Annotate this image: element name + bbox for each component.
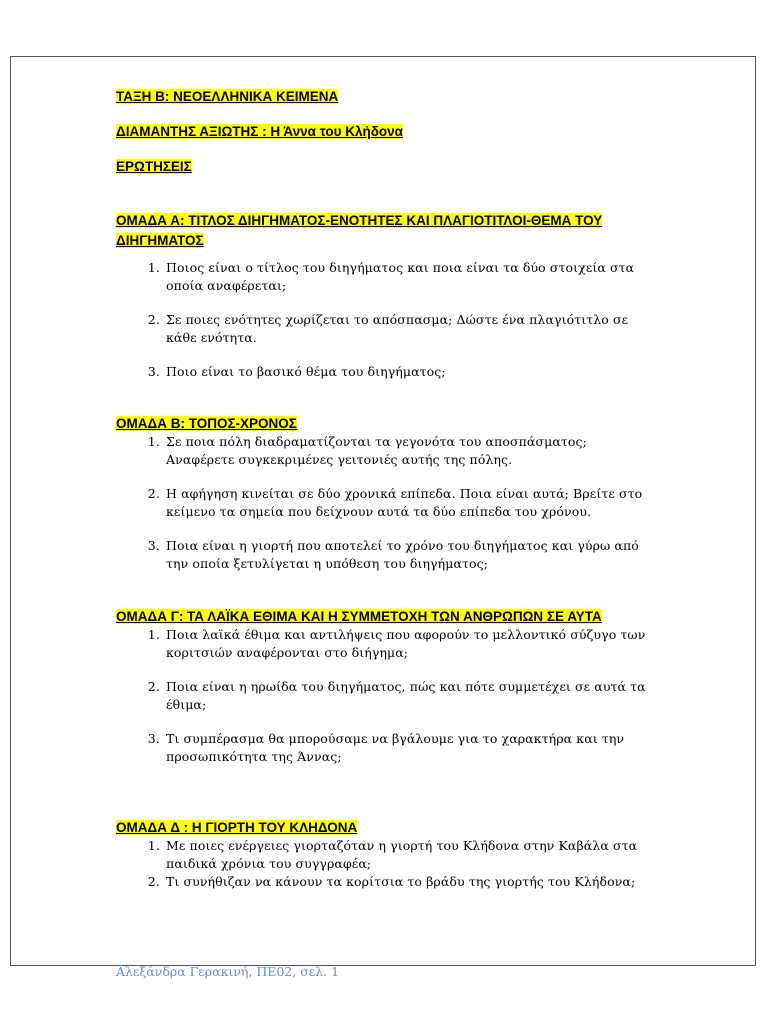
list-item: 1. Ποιος είναι ο τίτλος του διηγήματος και ποια είναι τα δύο στοιχεία στα οποία αναφέρεται; <box>164 259 656 295</box>
list-item: 1. Σε ποια πόλη διαδραματίζονται τα γεγονότα του αποσπάσματος; Αναφέρετε συγκεκριμένες γειτονιές αυτής της πόλης. <box>164 433 656 469</box>
list-item: 3. Ποια είναι η γιορτή που αποτελεί το χρόνο του διηγήματος και γύρω από την οποία ξετυλίγεται η υπόθεση του διηγήματος; <box>164 537 656 573</box>
list-item: 2. Σε ποιες ενότητες χωρίζεται το απόσπασμα; Δώστε ένα πλαγιότιτλο σε κάθε ενότητα. <box>164 311 656 347</box>
group-d-heading: ΟΜΑΔΑ Δ : Η ΓΙΟΡΤΗ ΤΟΥ ΚΛΗΔΟΝΑ <box>116 820 358 835</box>
list-item: 1. Ποια λαϊκά έθιμα και αντιλήψεις που αφορούν το μελλοντικό σύζυγο των κοριτσιών αναφέρονται στο διήγημα; <box>164 626 656 662</box>
page-footer: Αλεξάνδρα Γερακινή, ΠΕ02, σελ. 1 <box>116 964 340 979</box>
group-a-questions <box>116 259 656 381</box>
list-item: 2. Τι συνήθιζαν να κάνουν τα κορίτσια το βράδυ της γιορτής του Κλήδονα; <box>164 873 656 891</box>
group-c-heading: ΟΜΑΔΑ Γ: ΤΑ ΛΑΪΚΑ ΕΘΙΜΑ ΚΑΙ Η ΣΥΜΜΕΤΟΧΗ ΤΩΝ ΑΝΘΡΩΠΩΝ ΣΕ ΑΥΤΑ <box>116 609 602 624</box>
group-c-questions <box>116 626 656 766</box>
group-a-heading: ΟΜΑΔΑ Α: ΤΙΤΛΟΣ ΔΙΗΓΗΜΑΤΟΣ-ΕΝΟΤΗΤΕΣ ΚΑΙ ΠΛΑΓΙΟΤΙΤΛΟΙ-ΘΕΜΑ ΤΟΥ ΔΙΗΓΗΜΑΤΟΣ <box>116 213 603 248</box>
list-item: 3. Τι συμπέρασμα θα μπορούσαμε να βγάλουμε για το χαρακτήρα και την προσωπικότητα της Άννας; <box>164 730 656 766</box>
list-item: 1. Με ποιες ενέργειες γιορταζόταν η γιορτή του Κλήδονα στην Καβάλα στα παιδικά χρόνια του συγγραφέα; <box>164 837 656 873</box>
group-d-questions <box>116 837 656 891</box>
document-body <box>116 86 656 891</box>
list-item: 2. Ποια είναι η ηρωίδα του διηγήματος, πώς και πότε συμμετέχει σε αυτά τα έθιμα; <box>164 678 656 714</box>
list-item: 3. Ποιο είναι το βασικό θέμα του διηγήματος; <box>164 363 656 381</box>
group-b-heading: ΟΜΑΔΑ Β: ΤΟΠΟΣ-ΧΡΟΝΟΣ <box>116 416 297 431</box>
list-item: 2. Η αφήγηση κινείται σε δύο χρονικά επίπεδα. Ποια είναι αυτά; Βρείτε στο κείμενο τα σημεία που δείχνουν αυτά τα δύο επίπεδα του χρόνου. <box>164 485 656 521</box>
group-b-questions <box>116 433 656 573</box>
questions-label: ΕΡΩΤΗΣΕΙΣ <box>116 159 192 174</box>
class-title: ΤΑΞΗ Β: ΝΕΟΕΛΛΗΝΙΚΑ ΚΕΙΜΕΝΑ <box>116 89 339 104</box>
author-title: ΔΙΑΜΑΝΤΗΣ ΑΞΙΩΤΗΣ : Η Άννα του Κλήδονα <box>116 124 403 139</box>
